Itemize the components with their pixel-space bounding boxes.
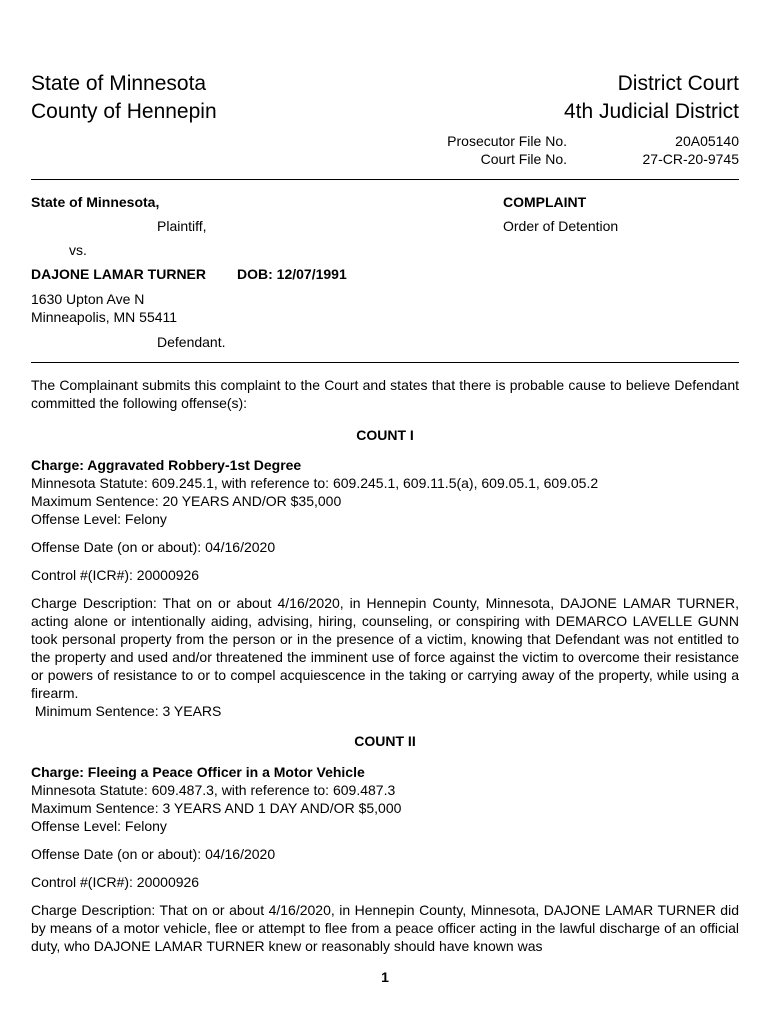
- court-file-label: Court File No.: [480, 151, 567, 167]
- count-2-statute: Minnesota Statute: 609.487.3, with reference to: 609.487.3: [31, 782, 396, 798]
- count-2-control-number: Control #(ICR#): 20000926: [31, 874, 200, 890]
- count-1-offense-date: Offense Date (on or about): 04/16/2020: [31, 539, 276, 555]
- document-title: COMPLAINT: [503, 194, 587, 210]
- county-heading: County of Hennepin: [31, 100, 217, 123]
- count-1-max-sentence: Maximum Sentence: 20 YEARS AND/OR $35,000: [31, 493, 342, 509]
- count-2-description: Charge Description: That on or about 4/16/2020, in Hennepin County, Minnesota, DAJONE LAMAR TURNER did by means of a motor vehicle, flee or attempt to flee from a peace officer acting in the lawful discharge of an official duty, who DAJONE LAMAR TURNER knew or reasonably should have known was: [31, 902, 739, 954]
- defendant-role: Defendant.: [157, 334, 226, 350]
- divider-top: [31, 179, 739, 180]
- count-2-offense-date: Offense Date (on or about): 04/16/2020: [31, 846, 276, 862]
- defendant-address-line2: Minneapolis, MN 55411: [31, 309, 178, 325]
- count-1-control-number: Control #(ICR#): 20000926: [31, 567, 200, 583]
- prosecutor-file-value: 20A05140: [675, 133, 739, 149]
- defendant-dob: DOB: 12/07/1991: [237, 266, 347, 282]
- count-1-offense-level: Offense Level: Felony: [31, 511, 167, 527]
- count-2-charge: Charge: Fleeing a Peace Officer in a Motor Vehicle: [31, 764, 365, 780]
- district-heading: 4th Judicial District: [563, 100, 739, 123]
- count-1-heading: COUNT I: [356, 427, 414, 443]
- state-heading: State of Minnesota: [31, 72, 207, 95]
- count-1-min-sentence: Minimum Sentence: 3 YEARS: [31, 703, 222, 719]
- defendant-address-line1: 1630 Upton Ave N: [31, 291, 145, 307]
- plaintiff-role: Plaintiff,: [157, 218, 207, 234]
- court-heading: District Court: [617, 72, 739, 95]
- court-file-value: 27-CR-20-9745: [642, 151, 739, 167]
- count-1-description: Charge Description: That on or about 4/16/2020, in Hennepin County, Minnesota, DAJONE LAMAR TURNER, acting alone or intentionally aiding, advising, hiring, counseling, or conspiring with DEMARCO LAVELLE GUNN took personal property from the person or in the presence of a victim, knowing that Defendant was not entitled to the property and used and/or threatened the imminent use of force against the victim to overcome their resistance or powers of resistance to or to compel acquiescence in the taking or carrying away of the property, while using a firearm.: [31, 595, 739, 701]
- plaintiff-name: State of Minnesota,: [31, 194, 160, 210]
- count-2-offense-level: Offense Level: Felony: [31, 818, 167, 834]
- page-number: 1: [381, 969, 389, 985]
- divider-bottom: [31, 362, 739, 363]
- prosecutor-file-label: Prosecutor File No.: [447, 133, 567, 149]
- count-2-max-sentence: Maximum Sentence: 3 YEARS AND 1 DAY AND/OR $5,000: [31, 800, 402, 816]
- intro-paragraph: The Complainant submits this complaint to the Court and states that there is probable cause to believe Defendant committed the following offense(s):: [31, 377, 739, 411]
- count-1-charge: Charge: Aggravated Robbery-1st Degree: [31, 457, 302, 473]
- document-subtitle: Order of Detention: [503, 218, 619, 234]
- versus-label: vs.: [69, 242, 87, 258]
- count-2-heading: COUNT II: [354, 733, 416, 749]
- count-1-statute: Minnesota Statute: 609.245.1, with reference to: 609.245.1, 609.11.5(a), 609.05.1, 609.05.2: [31, 475, 599, 491]
- defendant-name: DAJONE LAMAR TURNER: [31, 266, 206, 282]
